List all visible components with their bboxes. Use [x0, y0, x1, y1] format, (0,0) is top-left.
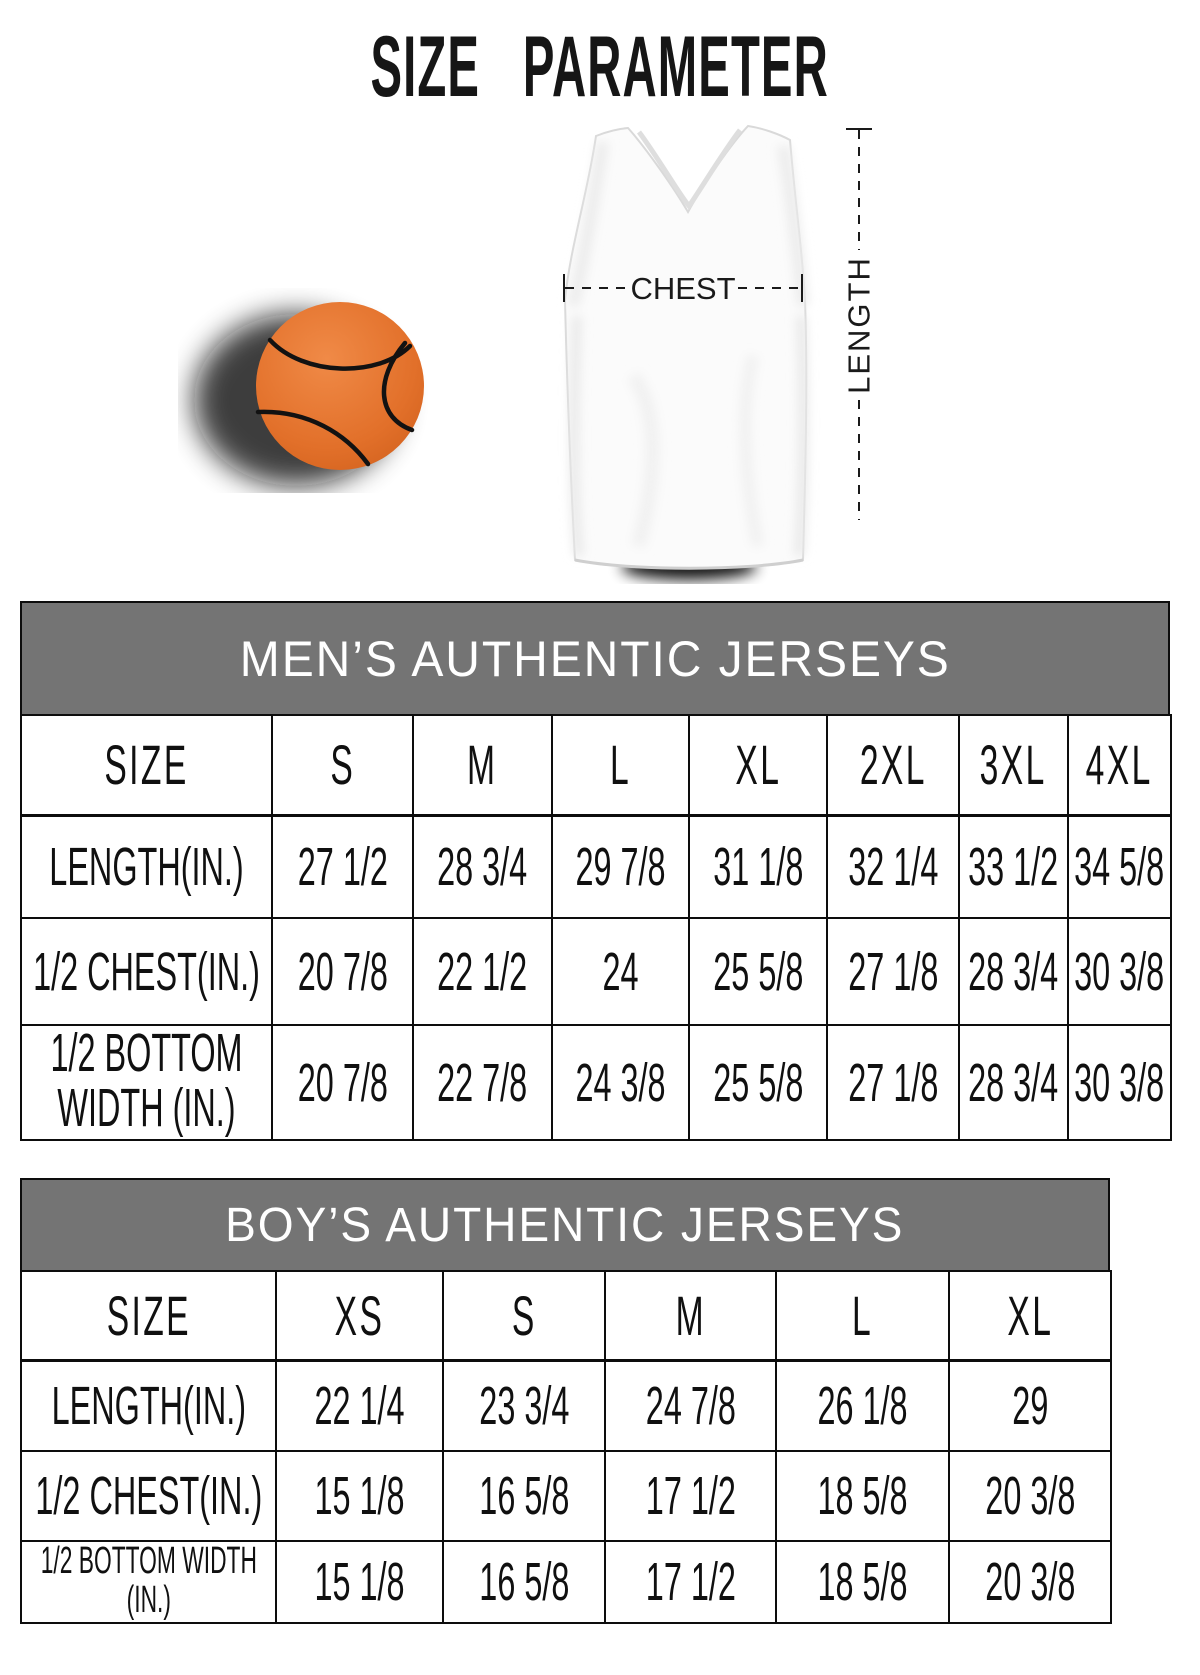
basketball-ball [256, 302, 424, 470]
value-cell: 30 3/8 [1068, 918, 1171, 1025]
value-cell: 22 1/4 [276, 1360, 443, 1451]
jersey-image [543, 116, 835, 584]
value-cell: 27 1/8 [827, 918, 959, 1025]
size-header-cell: M [605, 1271, 776, 1360]
value-cell: 25 5/8 [689, 918, 827, 1025]
measurement-row [21, 815, 1171, 918]
value-cell: 28 3/4 [413, 815, 552, 918]
row-label-cell: 1/2 CHEST(IN.) [21, 1451, 276, 1541]
value-cell: 24 [552, 918, 689, 1025]
measurement-row [21, 1541, 1111, 1623]
value-cell: 25 5/8 [689, 1025, 827, 1140]
value-cell: 28 3/4 [959, 1025, 1068, 1140]
page-title [0, 16, 1200, 119]
value-cell: 27 1/8 [827, 1025, 959, 1140]
value-cell: 24 3/8 [552, 1025, 689, 1140]
size-corner-cell: SIZE [21, 715, 272, 815]
value-cell: 29 7/8 [552, 815, 689, 918]
chest-label: CHEST [630, 270, 736, 306]
size-header-cell: XL [689, 715, 827, 815]
size-header-cell: M [413, 715, 552, 815]
length-label-wrap [841, 250, 877, 400]
value-cell: 22 7/8 [413, 1025, 552, 1140]
value-cell: 17 1/2 [605, 1541, 776, 1623]
value-cell: 30 3/8 [1068, 1025, 1171, 1140]
size-header-cell: S [272, 715, 413, 815]
value-cell: 16 5/8 [443, 1541, 605, 1623]
size-corner-cell: SIZE [21, 1271, 276, 1360]
boys-table-title: BOY’S AUTHENTIC JERSEYS [225, 1198, 905, 1252]
chest-dashed-line [738, 287, 801, 289]
value-cell: 18 5/8 [776, 1451, 949, 1541]
value-cell: 23 3/4 [443, 1360, 605, 1451]
mens-table-title-bar [20, 601, 1170, 716]
value-cell: 31 1/8 [689, 815, 827, 918]
size-header-cell: 3XL [959, 715, 1068, 815]
value-cell: 20 3/8 [949, 1451, 1111, 1541]
value-cell: 32 1/4 [827, 815, 959, 918]
value-cell: 15 1/8 [276, 1541, 443, 1623]
row-label-cell: LENGTH(IN.) [21, 815, 272, 918]
value-cell: 29 [949, 1360, 1111, 1451]
size-header-cell: L [776, 1271, 949, 1360]
mens-table-title: MEN’S AUTHENTIC JERSEYS [239, 630, 951, 687]
size-header-cell: XL [949, 1271, 1111, 1360]
measurement-row [21, 1025, 1171, 1140]
chest-right-tick [801, 274, 803, 302]
basketball-image [178, 288, 440, 493]
measurement-row [21, 1451, 1111, 1541]
boys-size-table [20, 1270, 1112, 1624]
row-label-cell: LENGTH(IN.) [21, 1360, 276, 1451]
value-cell: 22 1/2 [413, 918, 552, 1025]
boys-jerseys-section [20, 1178, 1110, 1624]
size-header-row [21, 1271, 1111, 1360]
value-cell: 17 1/2 [605, 1451, 776, 1541]
mens-jerseys-section [20, 601, 1170, 1141]
value-cell: 20 7/8 [272, 1025, 413, 1140]
value-cell: 28 3/4 [959, 918, 1068, 1025]
value-cell: 18 5/8 [776, 1541, 949, 1623]
value-cell: 16 5/8 [443, 1451, 605, 1541]
row-label-cell: 1/2 BOTTOM WIDTH (IN.) [21, 1541, 276, 1623]
length-dashed-line [858, 130, 860, 250]
measurement-row [21, 1360, 1111, 1451]
mens-size-table [20, 714, 1172, 1141]
value-cell: 15 1/8 [276, 1451, 443, 1541]
value-cell: 20 3/8 [949, 1541, 1111, 1623]
value-cell: 34 5/8 [1068, 815, 1171, 918]
value-cell: 26 1/8 [776, 1360, 949, 1451]
size-header-cell: 2XL [827, 715, 959, 815]
boys-table-title-bar [20, 1178, 1110, 1272]
measurement-row [21, 918, 1171, 1025]
page-title-text: SIZE PARAMETER [370, 19, 830, 115]
chest-dashed-line [565, 287, 628, 289]
length-dashed-line [858, 400, 860, 520]
size-header-cell: L [552, 715, 689, 815]
size-header-row [21, 715, 1171, 815]
size-header-cell: 4XL [1068, 715, 1171, 815]
row-label-cell: 1/2 BOTTOM WIDTH (IN.) [21, 1025, 272, 1140]
jersey-body [565, 126, 806, 568]
chest-measure-line [563, 270, 803, 306]
size-header-cell: S [443, 1271, 605, 1360]
length-label: LENGTH [841, 256, 877, 394]
value-cell: 33 1/2 [959, 815, 1068, 918]
value-cell: 27 1/2 [272, 815, 413, 918]
value-cell: 20 7/8 [272, 918, 413, 1025]
size-header-cell: XS [276, 1271, 443, 1360]
row-label-cell: 1/2 CHEST(IN.) [21, 918, 272, 1025]
value-cell: 24 7/8 [605, 1360, 776, 1451]
length-measure-line [841, 128, 877, 520]
